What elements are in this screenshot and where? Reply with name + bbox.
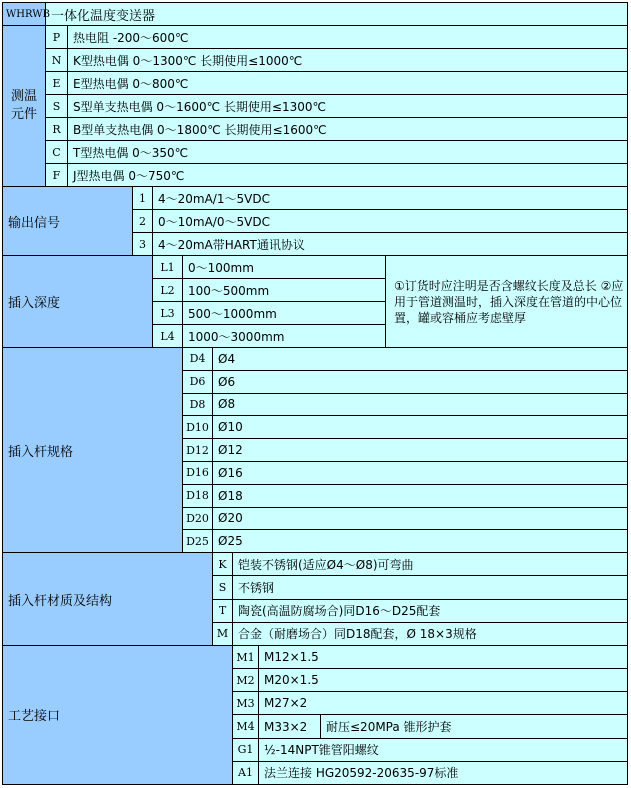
table-row — [3, 72, 628, 95]
option-code: D8 — [183, 393, 213, 416]
process-connection-section — [2, 645, 628, 785]
sensor-element-section — [2, 25, 628, 187]
option-code: L4 — [153, 325, 183, 348]
option-code: M — [213, 622, 233, 645]
table-row — [3, 49, 628, 72]
option-description: ½-14NPT锥管阳螺纹 — [259, 738, 628, 761]
option-code: A1 — [233, 761, 259, 784]
option-description: T型热电偶 0～350℃ — [68, 141, 628, 164]
option-description: 100～500mm — [183, 279, 386, 302]
option-description: Ø10 — [213, 416, 628, 439]
table-row — [3, 164, 628, 187]
table-row — [3, 187, 628, 210]
rod-spec-section — [2, 347, 628, 553]
option-description: 陶瓷(高温防腐场合)同D16～D25配套 — [233, 599, 628, 622]
sections-container — [2, 25, 628, 785]
table-row — [3, 26, 628, 49]
product-title: 一体化温度变送器 — [46, 3, 628, 26]
option-code: D16 — [183, 461, 213, 484]
option-code: K — [213, 553, 233, 576]
option-code: D25 — [183, 530, 213, 553]
option-description: Ø8 — [213, 393, 628, 416]
option-description: Ø16 — [213, 461, 628, 484]
option-extra: 耐压≤20MPa 锥形护套 — [321, 715, 628, 738]
option-code: P — [46, 26, 68, 49]
rod-material-section — [2, 552, 628, 646]
option-description: Ø20 — [213, 507, 628, 530]
option-description: E型热电偶 0～800℃ — [68, 72, 628, 95]
insertion-depth-section — [2, 255, 628, 348]
option-description: 合金（耐磨场合）同D18配套，Ø 18×3规格 — [233, 622, 628, 645]
model-code: WHRWB — [3, 3, 46, 26]
option-code: S — [46, 95, 68, 118]
option-code: D12 — [183, 439, 213, 462]
process-connection-label: 工艺接口 — [3, 645, 233, 784]
option-code: E — [46, 72, 68, 95]
table-row — [3, 141, 628, 164]
option-code: M4 — [233, 715, 259, 738]
option-description: 4～20mA带HART通讯协议 — [153, 233, 628, 256]
option-code: D10 — [183, 416, 213, 439]
option-description: 1000～3000mm — [183, 325, 386, 348]
option-description: S型单支热电偶 0～1600℃ 长期使用≤1300℃ — [68, 95, 628, 118]
output-signal-label: 输出信号 — [3, 187, 133, 256]
header-row-table — [2, 2, 628, 26]
option-description: Ø4 — [213, 348, 628, 371]
option-code: L2 — [153, 279, 183, 302]
option-code: T — [213, 599, 233, 622]
option-code: S — [213, 576, 233, 599]
option-description: 0～100mm — [183, 256, 386, 279]
option-description: 500～1000mm — [183, 302, 386, 325]
output-signal-section — [2, 186, 628, 256]
option-description: 0～10mA/0～5VDC — [153, 210, 628, 233]
insertion-depth-label: 插入深度 — [3, 256, 153, 348]
option-code: L1 — [153, 256, 183, 279]
option-description: Ø18 — [213, 484, 628, 507]
option-code: R — [46, 118, 68, 141]
option-description: M12×1.5 — [259, 645, 628, 668]
sensor-element-label: 测温元件 — [3, 26, 46, 187]
option-code: G1 — [233, 738, 259, 761]
ordering-notes: ①订货时应注明是否含螺纹长度及总长 ②应用于管道测温时，插入深度在管道的中心位置，罐或容桶应考虑壁厚 — [386, 256, 628, 348]
option-description: M20×1.5 — [259, 669, 628, 692]
option-code: D18 — [183, 484, 213, 507]
option-code: M1 — [233, 645, 259, 668]
table-row — [3, 256, 628, 279]
rod-spec-label: 插入杆规格 — [3, 348, 183, 553]
option-description: 热电阻 -200～600℃ — [68, 26, 628, 49]
option-description: 铠装不锈钢(适应Ø4～Ø8)可弯曲 — [233, 553, 628, 576]
option-code: C — [46, 141, 68, 164]
table-row — [3, 95, 628, 118]
option-code: M3 — [233, 692, 259, 715]
option-description: Ø12 — [213, 439, 628, 462]
option-code: F — [46, 164, 68, 187]
option-description: 4～20mA/1～5VDC — [153, 187, 628, 210]
option-code: 1 — [133, 187, 153, 210]
rod-material-label: 插入杆材质及结构 — [3, 553, 213, 646]
option-description: M27×2 — [259, 692, 628, 715]
spec-table — [2, 2, 628, 785]
table-row — [3, 645, 628, 668]
option-description: Ø25 — [213, 530, 628, 553]
option-description: 法兰连接 HG20592-20635-97标准 — [259, 761, 628, 784]
option-code: D6 — [183, 370, 213, 393]
option-code: 3 — [133, 233, 153, 256]
option-code: 2 — [133, 210, 153, 233]
option-code: D4 — [183, 348, 213, 371]
table-row — [3, 553, 628, 576]
option-code: L3 — [153, 302, 183, 325]
option-description: K型热电偶 0～1300℃ 长期使用≤1000℃ — [68, 49, 628, 72]
option-description: M33×2 — [259, 715, 321, 738]
option-description: B型单支热电偶 0～1800℃ 长期使用≤1600℃ — [68, 118, 628, 141]
table-row — [3, 348, 628, 371]
option-description: Ø6 — [213, 370, 628, 393]
option-code: D20 — [183, 507, 213, 530]
option-description: 不锈钢 — [233, 576, 628, 599]
option-code: M2 — [233, 669, 259, 692]
table-row — [3, 118, 628, 141]
option-code: N — [46, 49, 68, 72]
option-description: J型热电偶 0～750℃ — [68, 164, 628, 187]
